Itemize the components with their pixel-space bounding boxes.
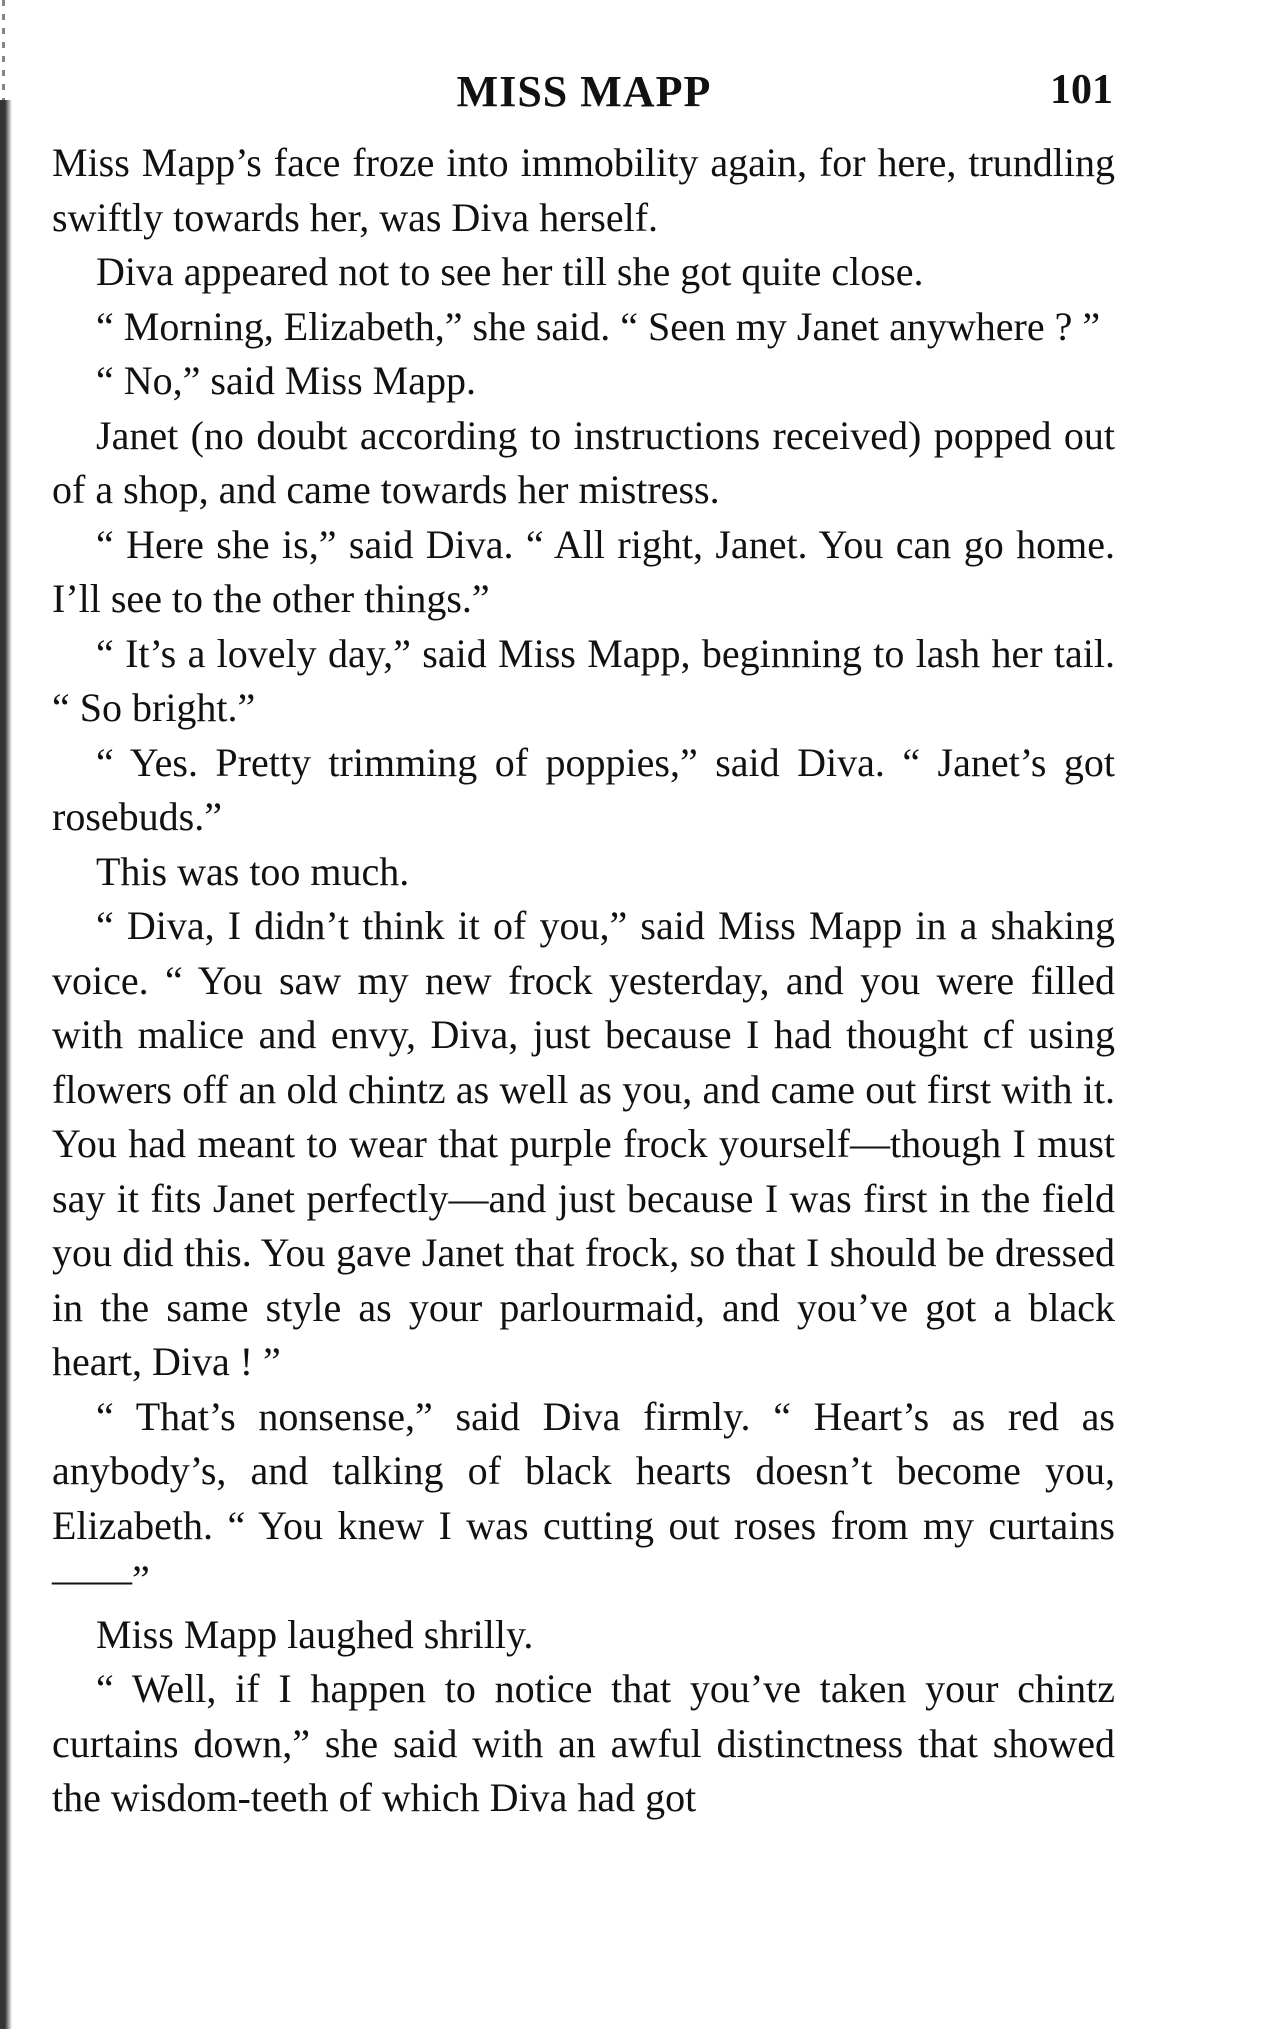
paragraph: “ No,” said Miss Mapp.: [96, 358, 476, 403]
paragraph: “ Well, if I happen to notice that you’ve taken your chintz curtains down,” she said with an awful distinctness that showed the wisdom-teeth of which Diva had got: [52, 1666, 1115, 1820]
paragraph: Janet (no doubt according to instructions received) popped out of a shop, and came towards her mistress.: [52, 412, 1115, 512]
paragraph: “ Morning, Elizabeth,” she said. “ Seen my Janet anywhere ? ”: [96, 303, 1101, 349]
paragraph: Diva appeared not to see her till she got quite close.: [96, 249, 924, 294]
binding-edge-top: [2, 0, 5, 100]
paragraph: This was too much.: [96, 848, 410, 894]
page-number: 101: [1050, 67, 1113, 113]
paragraph: Miss Mapp’s face froze into immobility again, for here, trundling swiftly towards her, was Diva herself.: [52, 140, 1115, 240]
paragraph: Miss Mapp laughed shrilly.: [96, 1611, 534, 1657]
paragraph: “ Diva, I didn’t think it of you,” said Miss Mapp in a shaking voice. “ You saw my new frock yesterday, and you were filled with malice and envy, Diva, just because I had thought cf using flowers off an old chintz as well as you, and came out first with it. You had meant to wear that purple frock yourself—though I must say it fits Janet perfectly—and just because I was first in the field you did this. You gave Janet that frock, so that I should be dressed in the same style as your parlourmaid, and you’ve got a black heart, Diva ! ”: [52, 903, 1115, 1384]
binding-edge: [0, 100, 12, 2029]
paragraph: “ Here she is,” said Diva. “ All right, Janet. You can go home. I’ll see to the other things.”: [52, 521, 1115, 621]
paragraph: “ Yes. Pretty trimming of poppies,” said Diva. “ Janet’s got rosebuds.”: [52, 739, 1115, 839]
body-text: [52, 136, 1115, 1826]
page-header: [55, 66, 1113, 122]
paragraph: “ It’s a lovely day,” said Miss Mapp, beginning to lash her tail. “ So bright.”: [52, 630, 1115, 730]
paragraph: “ That’s nonsense,” said Diva firmly. “ Heart’s as red as anybody’s, and talking of black hearts doesn’t become you, Elizabeth. “ You knew I was cutting out roses from my curtains——”: [52, 1393, 1115, 1602]
running-head: MISS MAPP: [456, 67, 712, 116]
